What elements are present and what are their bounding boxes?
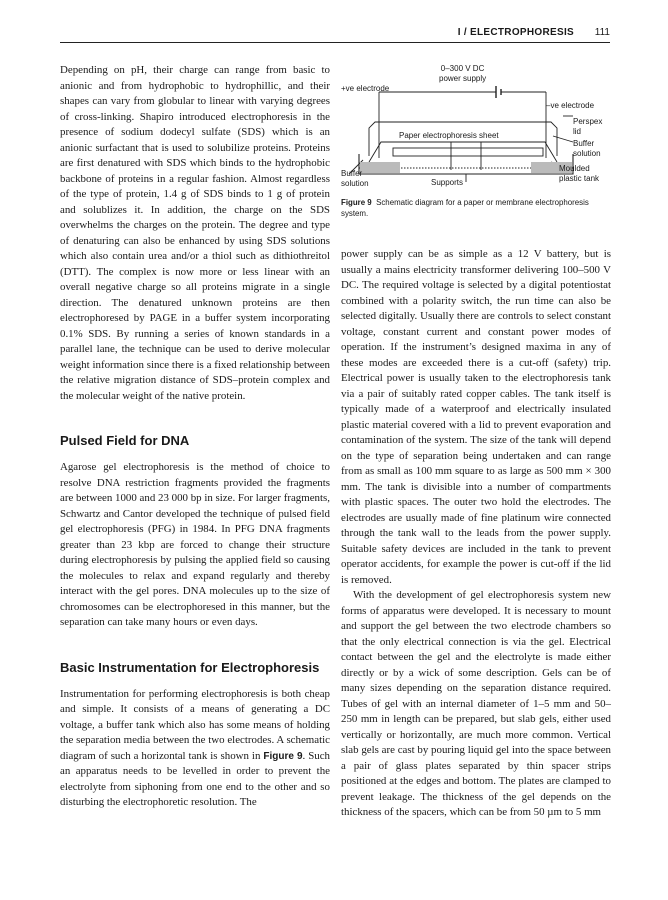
buffer-pointer [553, 136, 573, 142]
label-moulded-tank: Moulded plastic tank [559, 164, 600, 183]
label-supports: Supports [431, 178, 464, 187]
paragraph-gel-apparatus: With the development of gel electrophoresis system new forms of apparatus were developed. It is necessary to mount and support the gel between the two electrode chambers so that the only electrical connection is via the gel. Electrical contact between the gel and the electrolyte is made either directly or by a wick of some description. Gels can be of many sizes depending on the separation distance required. Tubes of gel with an internal diameter of 1–5 mm and 50–250 mm in length can be prepared, but slab gels, either used vertically or horizontally, are much more common. Vertical slab gels are cast by pouring liquid gel into the space between a pair of glass plates separated by thin spacer strips positioned at the edges and bottom. The plates are clamped to prevent leakage. The thickness of the gel depends on the thickness of the spacers, which can be from 50 µm to 5 mm [341, 589, 611, 818]
text-segment: . Such an apparatus needs to be levelled in order to prevent the electrolyte from siphoning from one end to the other and so disturbing the electrophoretic resolution. The [60, 749, 330, 808]
figure-caption [341, 197, 613, 219]
label-positive-electrode: +ve electrode [341, 84, 390, 93]
heading-basic-instrumentation: Basic Instrumentation for Electrophoresis [60, 659, 320, 675]
heading-pulsed-field: Pulsed Field for DNA [60, 433, 190, 448]
sheet-label-box [393, 148, 543, 156]
header-rule [60, 42, 610, 43]
page-number: 111 [594, 27, 610, 38]
label-paper-sheet: Paper electrophoresis sheet [399, 131, 499, 140]
label-negative-electrode: –ve electrode [546, 101, 595, 110]
caption-label: Figure 9 [341, 198, 372, 207]
text-segment: Instrumentation for performing electrophoresis is both cheap and simple. It consists of a means of generating a DC voltage, a buffer tank which also has some means of holding the separation media between the two electrodes. A schematic diagram of such a horizontal tank is shown in [60, 687, 330, 762]
paper-sheet [369, 142, 557, 162]
figure-9-diagram [341, 64, 611, 194]
figure-reference-link[interactable]: Figure 9 [263, 750, 303, 762]
label-buffer-left: Buffer solution [341, 169, 369, 188]
paragraph-power-supply: power supply can be as simple as a 12 V battery, but is usually a mains electricity transformer delivering 100–500 V DC. The required voltage is selected by a digital potentiostat combined with a polarity switch, the run time can also be selected digitally. Usually there are controls to select constant voltage, constant current and constant power modes of operation. If the instrument’s designed maxima in any of these modes are exceeded there is a cut-off (safety) trip. Electrical power is usually taken to the electrophoresis tank via a pair of suitably rated copper cables. The tank itself is typically made of a waterproof and electrically insulated plastic material covered with a lid to prevent evaporation and contamination of the system. The size of the tank will depend on the type of separation being undertaken and can range from as small as 100 mm square to as large as 500 mm × 300 mm. The tank is divisible into a number of compartments with plastic spaces. The outer two hold the electrodes. The electrodes are usually made of fine platinum wire connected through the tank wall to the leads from the power supply. Suitable safety devices are included in the tank to prevent operator accidents, for example the power is cut-off if the lid is removed. [341, 248, 611, 586]
paragraph-sds: Depending on pH, their charge can range from basic to anionic and from hydrophobic to hydrophillic, and their shapes can vary from globular to linear with varying degrees of cross-linking. Shapiro introduced electrophoresis in the presence of sodium dodecyl sulfate (SDS) which is an anionic surfactant that is used to solubilize proteins. Proteins are first denatured with SDS which binds to the hydrophobic backbone of proteins in a regular fashion. Almost regardless of the type of protein, 1.4 g of SDS binds to 1 g of protein and solublizes it. In addition, the charge on the SDS overwhelms the charges on the protein. The degree and type of denaturing can also be enhanced by using SDS solutions which also contain urea and/or a thiol such as dithiothreitol (DTT). The complex is now more or less linear with an overall negative charge so all proteins migrate in a single direction. The denatured unknown proteins are then electrophoresed by PAGE in a buffer system incorporating 0.1% SDS. By running a series of known standards in a parallel lane, the technique can be used to derive molecular weight information since there is a fixed relationship between the relative migration distance of SDS–protein complex and the molecular weight of the native protein. [60, 64, 330, 402]
label-power-supply: 0–300 V DC power supply [439, 64, 487, 83]
left-column [60, 63, 330, 811]
paragraph-instrumentation [60, 687, 330, 811]
paragraph-pulsed-field: Agarose gel electrophoresis is the method of choice to resolve DNA restriction fragments provided the fragments are between 1000 and 23 000 bp in size. For larger fragments, Schwartz and Cantor developed the technique of pulsed field gel electrophoresis (PFG) in 1984. In PFG DNA fragments greater than 23 kbp are forced to change their structure during electrophoresis by pulsing the applied field so causing the molecules to relax and expand regularly and thereby interact with the gel pores. DNA molecules up to the size of chromosomes can be electrophoresed in this manner, but the separation can take many hours or even days. [60, 461, 330, 628]
label-perspex-lid: Perspex lid [573, 117, 603, 136]
running-head: I / ELECTROPHORESIS [457, 27, 574, 38]
caption-text: Schematic diagram for a paper or membrane electrophoresis system. [341, 198, 589, 218]
page-header [60, 27, 610, 43]
right-column [341, 247, 611, 821]
label-buffer-right: Buffer solution [573, 139, 601, 158]
